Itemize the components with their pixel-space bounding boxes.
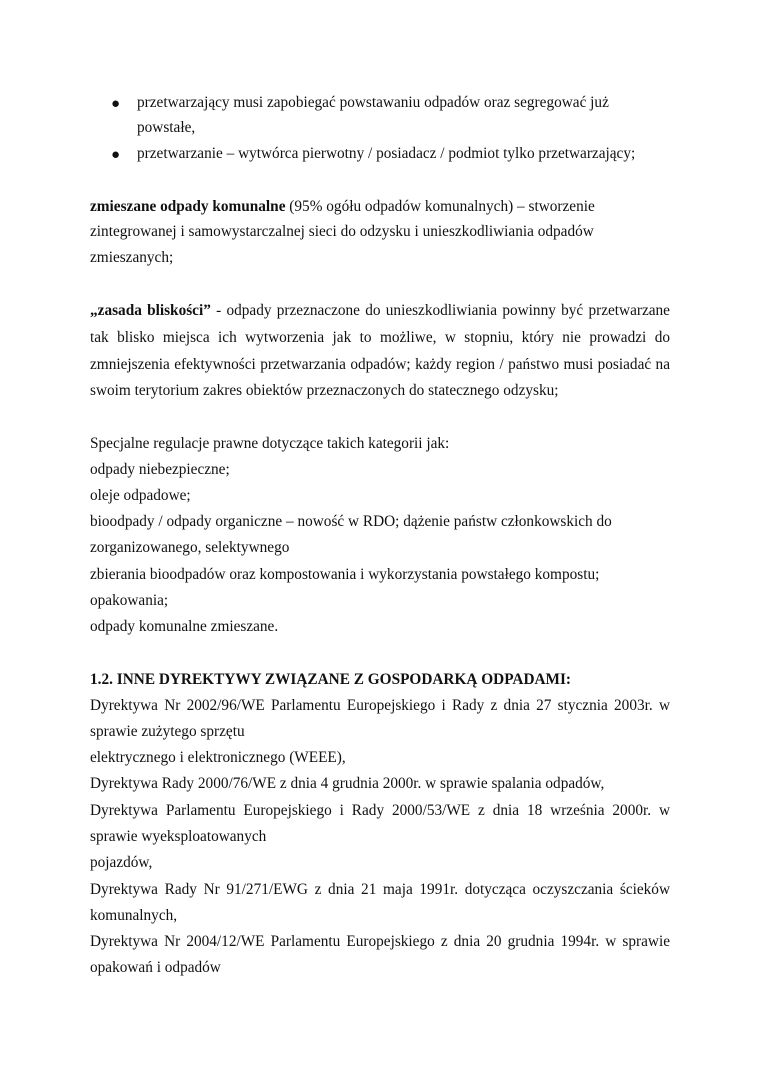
directive-line-6: sprawie wyeksploatowanych <box>90 828 267 845</box>
bullet-1-line-1: przetwarzający musi zapobiegać powstawaniu odpadów oraz segregować już <box>137 94 609 111</box>
bullet-marker: ● <box>111 147 121 163</box>
proximity-line-1-text: - odpady przeznaczone do unieszkodliwiania powinny być przetwarzane <box>210 302 670 319</box>
special-line-6: zbierania bioodpadów oraz kompostowania i wykorzystania powstałego kompostu; <box>90 566 600 583</box>
bullet-marker: ● <box>111 96 121 112</box>
directive-line-4: Dyrektywa Rady 2000/76/WE z dnia 4 grudnia 2000r. w sprawie spalania odpadów, <box>90 775 605 792</box>
directive-line-9: komunalnych, <box>90 907 178 924</box>
special-line-3: oleje odpadowe; <box>90 487 191 504</box>
proximity-line-3: zmniejszenia efektywności przetwarzania odpadów; każdy region / państwo musi posiadać na <box>90 356 670 373</box>
special-line-5: zorganizowanego, selektywnego <box>90 539 290 556</box>
special-line-1: Specjalne regulacje prawne dotyczące takich kategorii jak: <box>90 435 450 452</box>
special-line-7: opakowania; <box>90 592 169 609</box>
mixed-waste-line-3: zmieszanych; <box>90 249 174 266</box>
special-line-8: odpady komunalne zmieszane. <box>90 618 279 635</box>
directive-line-7: pojazdów, <box>90 854 153 871</box>
mixed-waste-term: zmieszane odpady komunalne <box>90 198 286 215</box>
proximity-line-4: swoim terytorium zakres obiektów przeznaczonych do statecznego odzysku; <box>90 382 559 399</box>
proximity-term: „zasada bliskości” <box>90 302 211 319</box>
bullet-1-line-2: powstałe, <box>137 119 196 136</box>
directive-line-5: Dyrektywa Parlamentu Europejskiego i Rady 2000/53/WE z dnia 18 września 2000r. w <box>90 802 670 819</box>
special-line-2: odpady niebezpieczne; <box>90 461 230 478</box>
directive-line-8: Dyrektywa Rady Nr 91/271/EWG z dnia 21 maja 1991r. dotycząca oczyszczania ścieków <box>90 881 670 898</box>
bullet-2-line-1: przetwarzanie – wytwórca pierwotny / posiadacz / podmiot tylko przetwarzający; <box>137 145 636 162</box>
directive-line-3: elektrycznego i elektronicznego (WEEE), <box>90 749 346 766</box>
mixed-waste-line-1-text: (95% ogółu odpadów komunalnych) – stworzenie <box>285 198 595 215</box>
directive-line-2: sprawie zużytego sprzętu <box>90 723 245 740</box>
directive-line-11: opakowań i odpadów <box>90 959 221 976</box>
section-heading: 1.2. INNE DYREKTYWY ZWIĄZANE Z GOSPODARKĄ ODPADAMI: <box>90 671 572 688</box>
special-line-4: bioodpady / odpady organiczne – nowość w RDO; dążenie państw członkowskich do <box>90 513 612 530</box>
proximity-line-2: tak blisko miejsca ich wytworzenia jak to możliwe, w stopniu, który nie prowadzi do <box>90 329 670 346</box>
proximity-line-1 <box>90 301 670 321</box>
mixed-waste-line-2: zintegrowanej i samowystarczalnej sieci do odzysku i unieszkodliwiania odpadów <box>90 223 594 240</box>
directive-line-10: Dyrektywa Nr 2004/12/WE Parlamentu Europejskiego z dnia 20 grudnia 1994r. w sprawie <box>90 933 670 950</box>
mixed-waste-line-1 <box>90 197 670 217</box>
directive-line-1: Dyrektywa Nr 2002/96/WE Parlamentu Europejskiego i Rady z dnia 27 stycznia 2003r. w <box>90 697 670 714</box>
